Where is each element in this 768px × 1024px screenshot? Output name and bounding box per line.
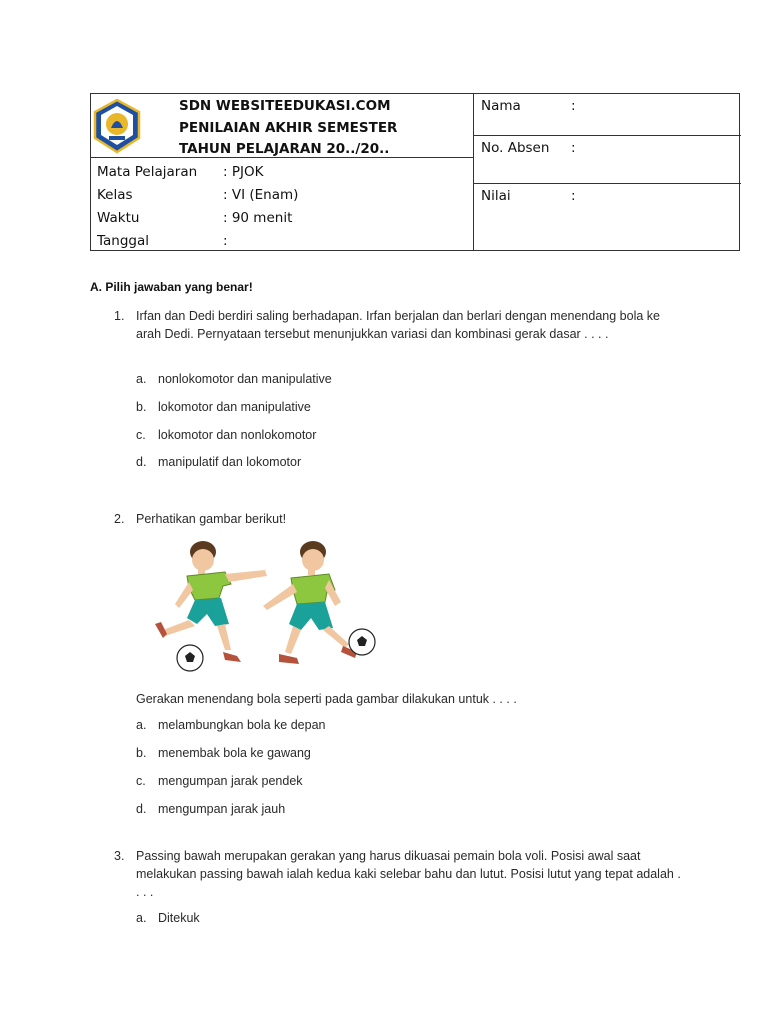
option-letter: a. — [136, 372, 147, 386]
field-colon: : — [571, 188, 576, 204]
option-text[interactable]: lokomotor dan manipulative — [158, 400, 311, 414]
divider — [473, 135, 741, 136]
info-label: Tanggal — [97, 233, 150, 249]
school-year: TAHUN PELAJARAN 20../20.. — [179, 141, 390, 157]
school-logo-icon — [91, 98, 143, 154]
boy-figure-2 — [263, 541, 375, 664]
option-text[interactable]: mengumpan jarak pendek — [158, 774, 303, 788]
question-followup: Gerakan menendang bola seperti pada gambar dilakukan untuk . . . . — [136, 692, 517, 706]
question-number: 1. — [114, 309, 125, 323]
option-letter: b. — [136, 746, 147, 760]
option-letter: c. — [136, 428, 146, 442]
info-value: : 90 menit — [223, 210, 293, 226]
field-label: Nama — [481, 98, 521, 114]
option-text[interactable]: menembak bola ke gawang — [158, 746, 311, 760]
info-value: : — [223, 233, 228, 249]
option-text[interactable]: lokomotor dan nonlokomotor — [158, 428, 317, 442]
kicking-ball-illustration — [145, 538, 380, 678]
info-label: Waktu — [97, 210, 140, 226]
option-text[interactable]: Ditekuk — [158, 911, 200, 925]
option-letter: d. — [136, 802, 147, 816]
option-text[interactable]: nonlokomotor dan manipulative — [158, 372, 332, 386]
question-number: 3. — [114, 849, 125, 863]
option-letter: d. — [136, 455, 147, 469]
question-text: Perhatikan gambar berikut! — [136, 512, 287, 526]
school-title — [179, 96, 469, 161]
school-name: SDN WEBSITEEDUKASI.COM — [179, 98, 391, 114]
section-title: A. Pilih jawaban yang benar! — [90, 280, 253, 294]
option-letter: a. — [136, 718, 147, 732]
field-colon: : — [571, 140, 576, 156]
info-value: : VI (Enam) — [223, 187, 299, 203]
divider — [473, 94, 474, 250]
question-text: Irfan dan Dedi berdiri saling berhadapan. Irfan berjalan dan berlari dengan menendang bola ke arah Dedi. Pernyataan tersebut menunjukkan variasi dan kombinasi gerak dasar . . . . — [136, 309, 660, 341]
question-text: Passing bawah merupakan gerakan yang harus dikuasai pemain bola voli. Posisi awal saat melakukan passing bawah ialah kedua kaki selebar bahu dan lutut. Posisi lutut yang tepat adalah . . . . — [136, 849, 681, 899]
option-letter: c. — [136, 774, 146, 788]
divider — [473, 183, 741, 184]
option-text[interactable]: manipulatif dan lokomotor — [158, 455, 302, 469]
option-letter: b. — [136, 400, 147, 414]
field-label: No. Absen — [481, 140, 550, 156]
option-text[interactable]: mengumpan jarak jauh — [158, 802, 286, 816]
exam-title: PENILAIAN AKHIR SEMESTER — [179, 119, 398, 136]
field-colon: : — [571, 98, 576, 114]
exam-header-table — [90, 93, 740, 251]
info-label: Mata Pelajaran — [97, 164, 198, 180]
option-letter: a. — [136, 911, 147, 925]
question-number: 2. — [114, 512, 125, 526]
option-text[interactable]: melambungkan bola ke depan — [158, 718, 326, 732]
field-label: Nilai — [481, 188, 511, 204]
info-value: : PJOK — [223, 164, 264, 180]
info-label: Kelas — [97, 187, 133, 203]
boy-figure-1 — [155, 541, 267, 671]
